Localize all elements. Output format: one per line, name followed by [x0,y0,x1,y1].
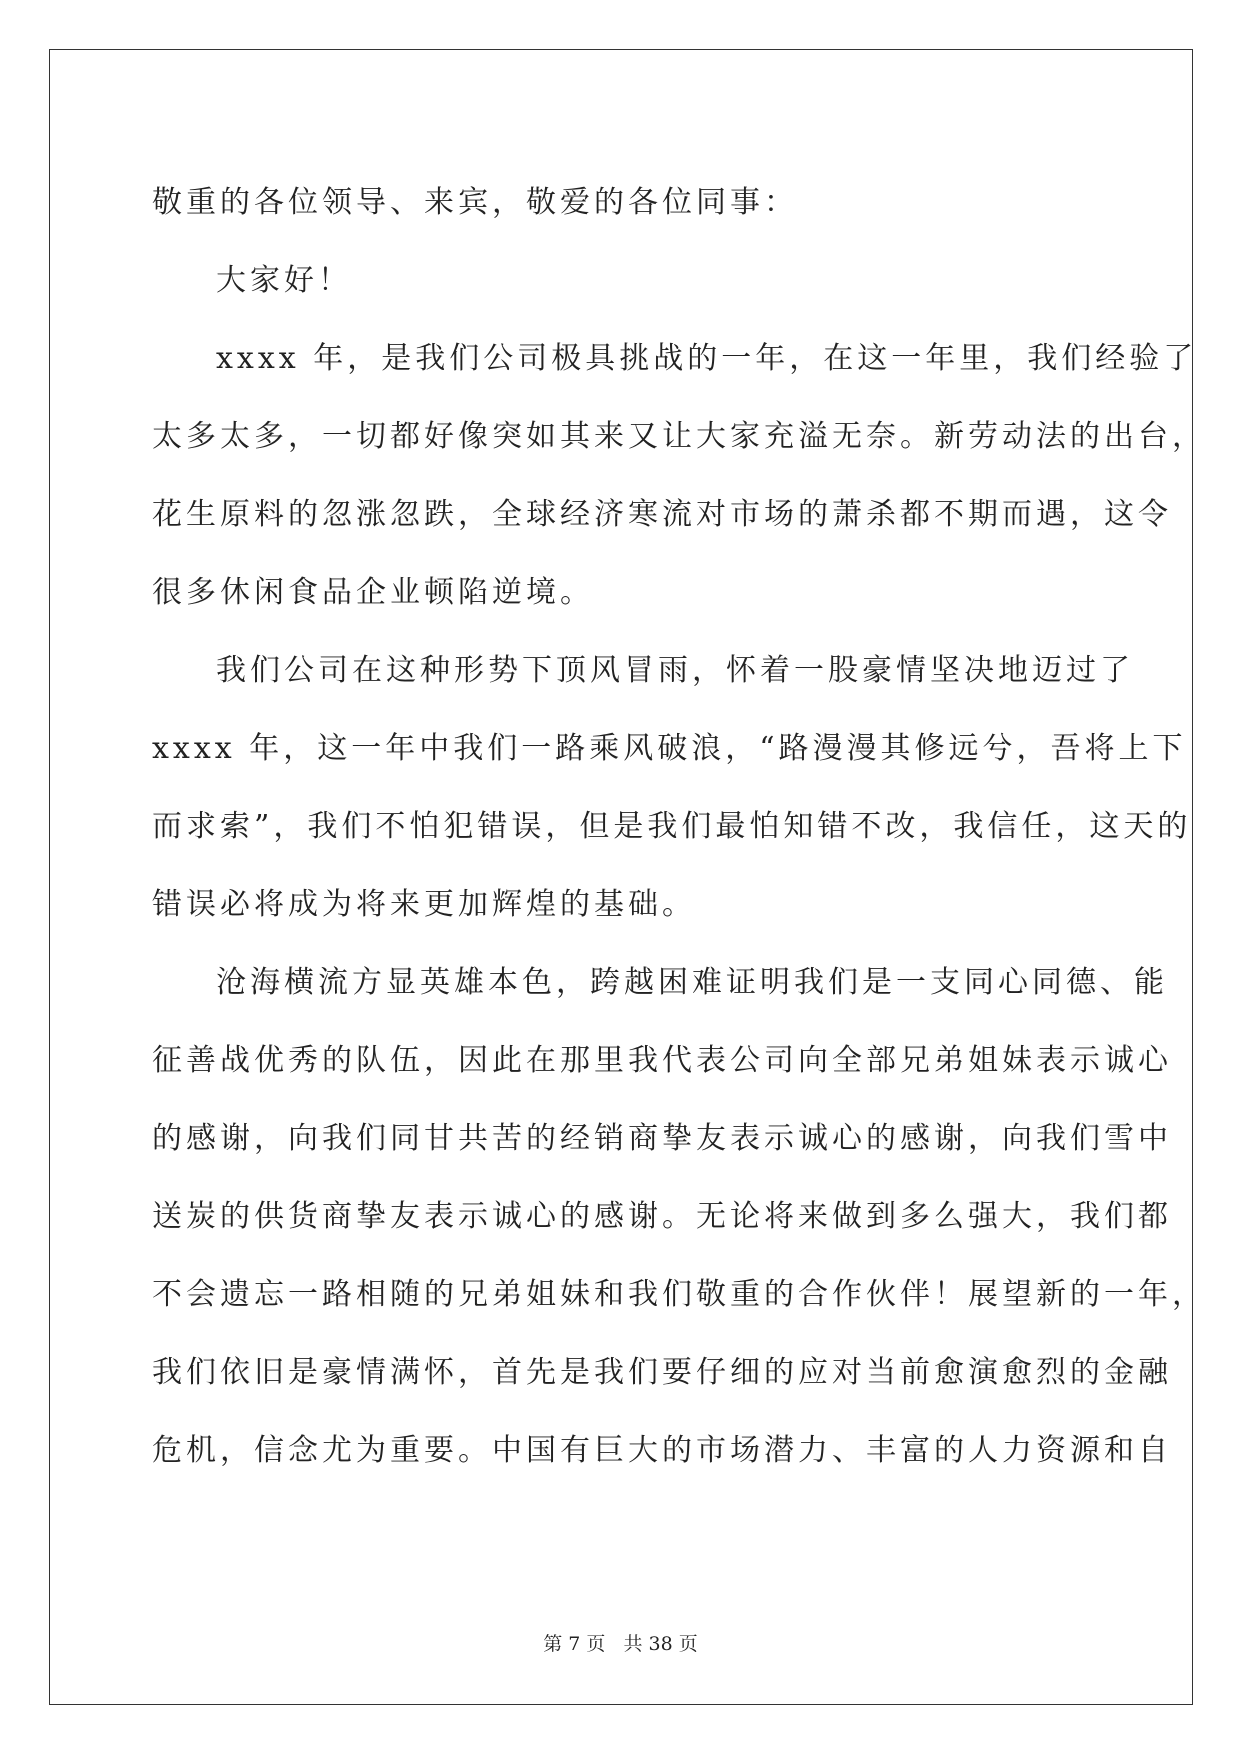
text-line: 我们公司在这种形势下顶风冒雨，怀着一股豪情坚决地迈过了 [216,653,1134,688]
text-line: 而求索”，我们不怕犯错误，但是我们最怕知错不改，我信任，这天的 [152,809,1192,844]
text-line: 危机，信念尤为重要。中国有巨大的市场潜力、丰富的人力资源和自 [152,1433,1172,1468]
text-line: 的感谢，向我们同甘共苦的经销商挚友表示诚心的感谢，向我们雪中 [152,1121,1172,1156]
text-line: 错误必将成为将来更加辉煌的基础。 [152,887,696,922]
text-line: xxxx 年，这一年中我们一路乘风破浪，“路漫漫其修远兮，吾将上下 [152,731,1187,766]
text-line: xxxx 年，是我们公司极具挑战的一年，在这一年里，我们经验了 [216,341,1198,376]
text-line: 征善战优秀的队伍，因此在那里我代表公司向全部兄弟姐妹表示诚心 [152,1043,1172,1078]
text-line: 花生原料的忽涨忽跌，全球经济寒流对市场的萧杀都不期而遇，这令 [152,497,1172,532]
text-line: 很多休闲食品企业顿陷逆境。 [152,575,594,610]
page-number-footer: 第 7 页 共 38 页 [543,1633,698,1655]
text-line: 我们依旧是豪情满怀，首先是我们要仔细的应对当前愈演愈烈的金融 [152,1355,1172,1390]
text-line: 送炭的供货商挚友表示诚心的感谢。无论将来做到多么强大，我们都 [152,1199,1172,1234]
text-line: 敬重的各位领导、来宾，敬爱的各位同事： [152,185,798,220]
text-line: 沧海横流方显英雄本色，跨越困难证明我们是一支同心同德、能 [216,965,1168,1000]
text-line: 大家好！ [216,263,352,298]
text-line: 太多太多，一切都好像突如其来又让大家充溢无奈。新劳动法的出台， [152,419,1206,454]
text-line: 不会遗忘一路相随的兄弟姐妹和我们敬重的合作伙伴！展望新的一年， [152,1277,1206,1312]
document-body [152,164,1206,1490]
